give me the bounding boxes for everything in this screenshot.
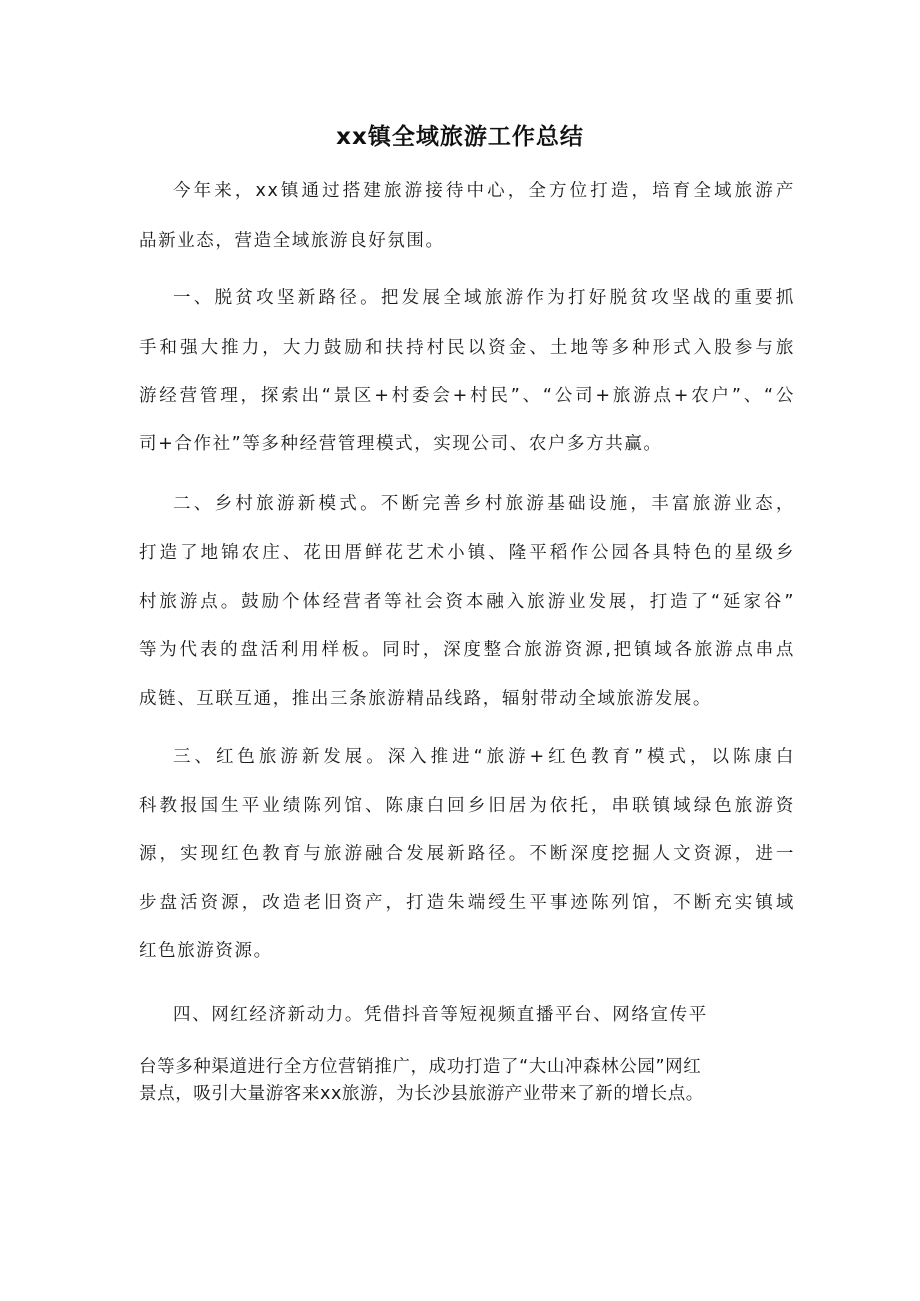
paragraph-line: 手和强大推力，大力鼓励和扶持村民以资金、土地等多种形式入股参与旅: [139, 338, 795, 358]
paragraph-line: 三、红色旅游新发展。深入推进“旅游+红色教育”模式，以陈康白: [173, 747, 795, 767]
paragraph-line: 成链、互联互通，推出三条旅游精品线路，辐射带动全域旅游发展。: [139, 689, 712, 709]
paragraph-line: 打造了地锦农庄、花田厝鲜花艺术小镇、隆平稻作公园各具特色的星级乡: [139, 543, 795, 563]
paragraph-line: 步盘活资源，改造老旧资产，打造朱端绶生平事迹陈列馆，不断充实镇域: [139, 893, 795, 913]
paragraph-line: 等为代表的盘活利用样板。同时，深度整合旅游资源,把镇域各旅游点串点: [139, 640, 795, 660]
paragraph-line: 四、网红经济新动力。凭借抖音等短视频直播平台、网络宣传平: [173, 1005, 708, 1025]
paragraph-line: 一、脱贫攻坚新路径。把发展全域旅游作为打好脱贫攻坚战的重要抓: [173, 288, 795, 308]
paragraph-line: 游经营管理，探索出“景区+村委会+村民”、“公司+旅游点+农户”、“公: [139, 386, 795, 406]
paragraph-line: 红色旅游资源。: [139, 941, 273, 961]
document-title: xx镇全域旅游工作总结: [336, 124, 584, 150]
paragraph-line: 景点，吸引大量游客来xx旅游，为长沙县旅游产业带来了新的增长点。: [139, 1084, 704, 1104]
paragraph-line: 今年来，xx镇通过搭建旅游接待中心，全方位打造，培育全域旅游产: [173, 181, 795, 201]
paragraph-line: 台等多种渠道进行全方位营销推广，成功打造了“大山冲森林公园”网红: [139, 1057, 702, 1077]
paragraph-line: 村旅游点。鼓励个体经营者等社会资本融入旅游业发展，打造了“延家谷”: [139, 592, 795, 612]
paragraph-line: 品新业态，营造全域旅游良好氛围。: [139, 231, 445, 251]
paragraph-line: 源，实现红色教育与旅游融合发展新路径。不断深度挖掘人文资源，进一: [139, 844, 795, 864]
paragraph-line: 科教报国生平业绩陈列馆、陈康白回乡旧居为依托，串联镇域绿色旅游资: [139, 796, 795, 816]
paragraph-line: 二、乡村旅游新模式。不断完善乡村旅游基础设施，丰富旅游业态，: [173, 494, 795, 514]
paragraph-line: 司+合作社”等多种经营管理模式，实现公司、农户多方共赢。: [139, 434, 663, 454]
